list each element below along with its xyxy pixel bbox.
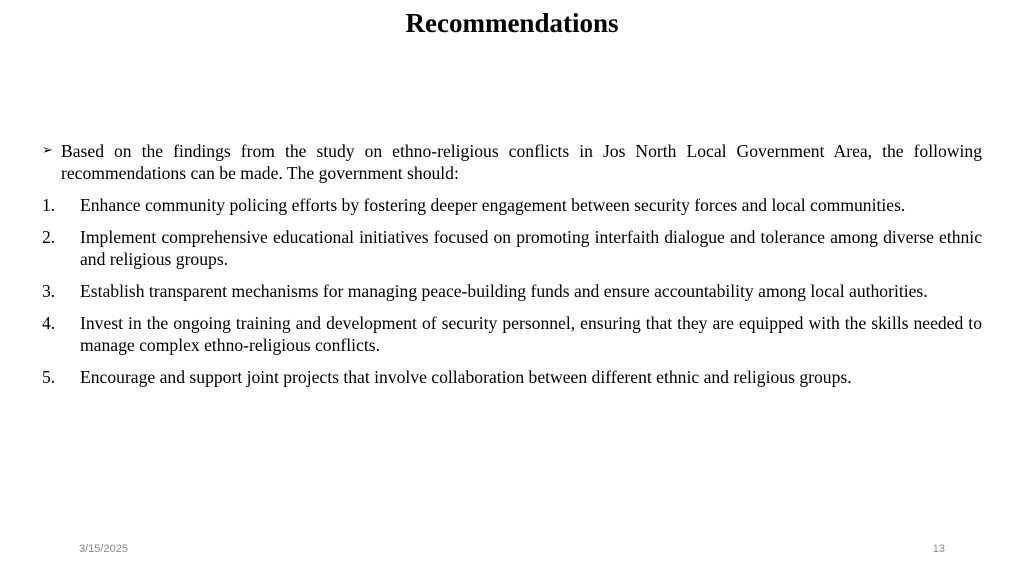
recommendation-item [42,280,982,302]
recommendation-text: Implement comprehensive educational initiatives focused on promoting interfaith dialogue and tolerance among diverse ethnic and religious groups. [80,227,982,269]
recommendation-number: 2. [42,227,56,247]
recommendations-list [42,194,982,388]
recommendation-text: Enhance community policing efforts by fostering deeper engagement between security forces and local communities. [80,195,906,215]
recommendation-item [42,366,982,388]
recommendation-number: 4. [42,313,56,333]
recommendation-text: Encourage and support joint projects that involve collaboration between different ethnic and religious groups. [80,367,852,387]
footer-page-number: 13 [932,543,945,555]
slide-content [42,140,982,398]
recommendation-item [42,226,982,270]
recommendation-number: 3. [42,281,56,301]
recommendation-text: Establish transparent mechanisms for managing peace-building funds and ensure accountability among local authorities. [80,281,928,301]
footer-date: 3/15/2025 [79,543,128,555]
arrow-bullet-icon: ➢ [42,143,53,158]
recommendation-number: 1. [42,195,56,215]
intro-paragraph [42,140,982,184]
intro-text: Based on the findings from the study on ethno-religious conflicts in Jos North Local Government Area, the following recommendations can be made. The government should: [61,141,982,183]
recommendation-text: Invest in the ongoing training and development of security personnel, ensuring that they are equipped with the skills needed to manage complex ethno-religious conflicts. [80,313,982,355]
recommendation-item [42,194,982,216]
recommendation-number: 5. [42,367,56,387]
recommendation-item [42,312,982,356]
slide-title: Recommendations [405,8,619,38]
